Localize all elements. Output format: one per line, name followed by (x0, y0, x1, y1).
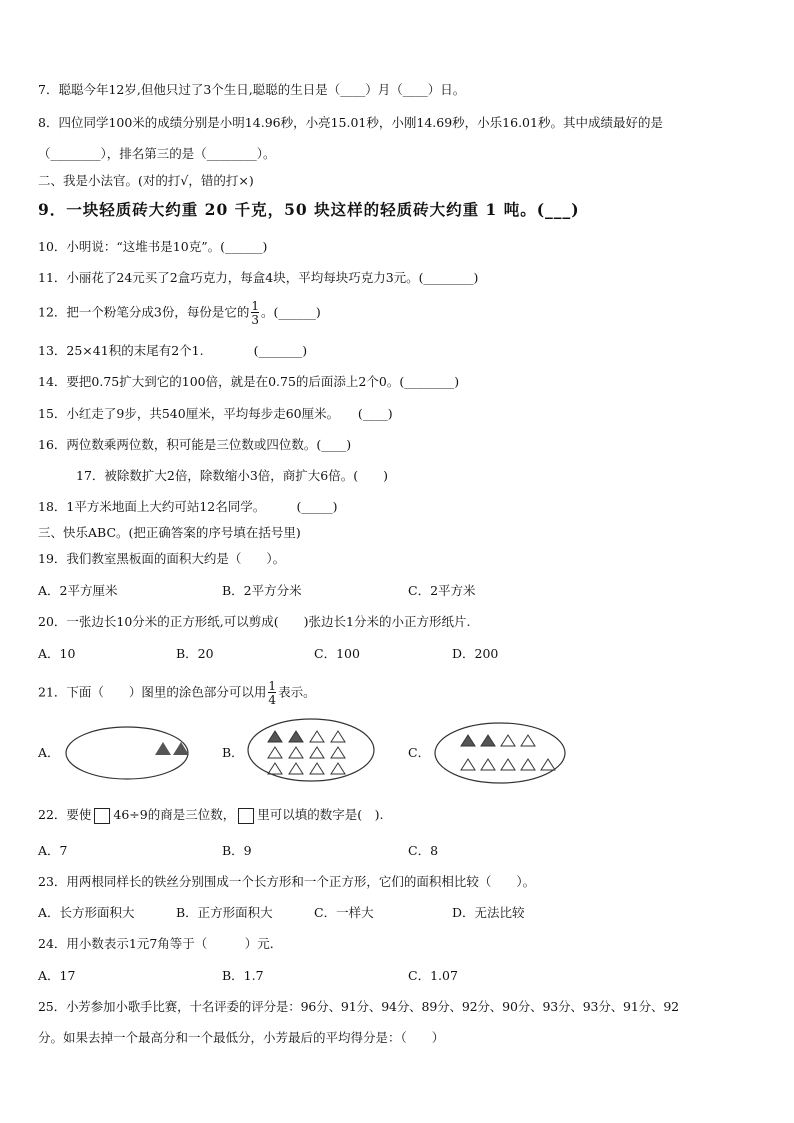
q21-figure-a[interactable] (64, 725, 190, 781)
question-25-line2: 分。如果去掉一个最高分和一个最低分，小芳最后的平均得分是：（ ） (38, 1030, 445, 1045)
question-11: 11．小丽花了24元买了2盒巧克力，每盒4块，平均每块巧克力3元。(________) (38, 270, 479, 285)
empty-triangle (521, 735, 535, 746)
empty-triangle (331, 731, 345, 742)
empty-triangle (501, 759, 515, 770)
blank-box[interactable] (94, 808, 110, 824)
empty-triangle (461, 759, 475, 770)
question-24: 24．用小数表示1元7角等于（ ）元． (38, 936, 283, 951)
empty-triangle (331, 763, 345, 774)
q21-option-b-label[interactable]: B． (222, 745, 244, 760)
q21-option-a-label[interactable]: A． (38, 745, 60, 760)
question-9: 9．一块轻质砖大约重 20 千克，50 块这样的轻质砖大约重 1 吨。(___) (38, 200, 580, 219)
question-7: 7．聪聪今年12岁,但他只过了3个生日,聪聪的生日是（____）月（____）日。 (38, 82, 466, 97)
fraction-one-fourth (268, 680, 276, 706)
section-2-heading: 二、我是小法官。(对的打√，错的打×) (38, 173, 254, 188)
q23-option-b[interactable]: B．正方形面积大 (176, 905, 273, 920)
q23-option-d[interactable]: D．无法比较 (452, 905, 525, 920)
question-21-text-end: 表示。 (278, 684, 316, 700)
question-22 (38, 806, 383, 824)
shaded-triangle (481, 735, 495, 746)
question-23: 23．用两根同样长的铁丝分别围成一个长方形和一个正方形，它们的面积相比较（ ）。 (38, 874, 536, 889)
q24-option-a[interactable]: A．17 (38, 968, 76, 983)
q20-option-c[interactable]: C．100 (314, 646, 360, 661)
fraction-numerator: 1 (251, 299, 259, 313)
question-12 (38, 300, 321, 326)
shaded-triangle (461, 735, 475, 746)
q23-option-c[interactable]: C．一样大 (314, 905, 374, 920)
question-22-text-mid: 46÷9的商是三位数， (113, 807, 236, 822)
q20-option-a[interactable]: A．10 (38, 646, 76, 661)
question-18: 18．1平方米地面上大约可站12名同学。 (_____) (38, 499, 338, 514)
question-13: 13．25×41积的末尾有2个1. (_______) (38, 343, 308, 358)
q22-option-a[interactable]: A．7 (38, 843, 68, 858)
empty-triangle (310, 763, 324, 774)
q21-option-c-label[interactable]: C． (408, 745, 431, 760)
q19-option-c[interactable]: C．2平方米 (408, 583, 476, 598)
question-17: 17．被除数扩大2倍，除数缩小3倍，商扩大6倍。( ) (76, 468, 389, 483)
question-10: 10．小明说：“这堆书是10克”。(______) (38, 239, 268, 254)
question-14: 14．要把0.75扩大到它的100倍，就是在0.75的后面添上2个0。(________) (38, 374, 460, 389)
empty-triangle (541, 759, 555, 770)
empty-triangle (268, 763, 282, 774)
blank-box[interactable] (238, 808, 254, 824)
empty-triangle (481, 759, 495, 770)
question-21 (38, 680, 316, 706)
section-3-heading: 三、快乐ABC。(把正确答案的序号填在括号里) (38, 525, 301, 540)
question-22-text-end: 里可以填的数字是( ). (257, 807, 384, 822)
fraction-denominator: 4 (268, 693, 277, 707)
q19-option-b[interactable]: B．2平方分米 (222, 583, 302, 598)
question-20: 20．一张边长10分米的正方形纸,可以剪成( )张边长1分米的小正方形纸片. (38, 614, 471, 629)
fraction-one-third (251, 300, 259, 326)
shaded-triangle (155, 742, 171, 755)
fraction-numerator: 1 (268, 679, 277, 693)
empty-triangle (310, 747, 324, 758)
q20-option-b[interactable]: B．20 (176, 646, 214, 661)
shaded-triangle (289, 731, 303, 742)
q19-option-a[interactable]: A．2平方厘米 (38, 583, 118, 598)
question-8-line2: （________），排名第三的是（________）。 (38, 146, 276, 161)
q24-option-c[interactable]: C．1.07 (408, 968, 458, 983)
q22-option-c[interactable]: C．8 (408, 843, 439, 858)
empty-triangle (289, 747, 303, 758)
q22-option-b[interactable]: B．9 (222, 843, 252, 858)
empty-triangle (501, 735, 515, 746)
q23-option-a[interactable]: A．长方形面积大 (38, 905, 135, 920)
question-21-text: 21．下面（ ）图里的涂色部分可以用 (38, 684, 267, 700)
shaded-triangle (268, 731, 282, 742)
q21-figure-c[interactable] (433, 721, 567, 785)
question-12-blank: 。(______) (261, 304, 321, 320)
question-8-line1: 8．四位同学100米的成绩分别是小明14.96秒，小亮15.01秒，小刚14.69秒，小乐16.01秒。其中成绩最好的是 (38, 115, 663, 130)
empty-triangle (268, 747, 282, 758)
fraction-denominator: 3 (251, 313, 259, 327)
q20-option-d[interactable]: D．200 (452, 646, 499, 661)
question-12-text: 12．把一个粉笔分成3份，每份是它的 (38, 304, 250, 320)
question-19: 19．我们教室黑板面的面积大约是（ ）。 (38, 551, 286, 566)
empty-triangle (289, 763, 303, 774)
q24-option-b[interactable]: B．1.7 (222, 968, 264, 983)
question-15: 15．小红走了9步，共540厘米，平均每步走60厘米。 (____) (38, 406, 393, 421)
question-16: 16．两位数乘两位数，积可能是三位数或四位数。(____) (38, 437, 352, 452)
question-25-line1: 25．小芳参加小歌手比赛，十名评委的评分是：96分、91分、94分、89分、92分、90分、93分、93分、91分、92 (38, 999, 679, 1014)
q21-figure-b[interactable] (246, 717, 376, 783)
empty-triangle (331, 747, 345, 758)
question-22-text: 22．要使 (38, 807, 92, 822)
empty-triangle (521, 759, 535, 770)
empty-triangle (310, 731, 324, 742)
